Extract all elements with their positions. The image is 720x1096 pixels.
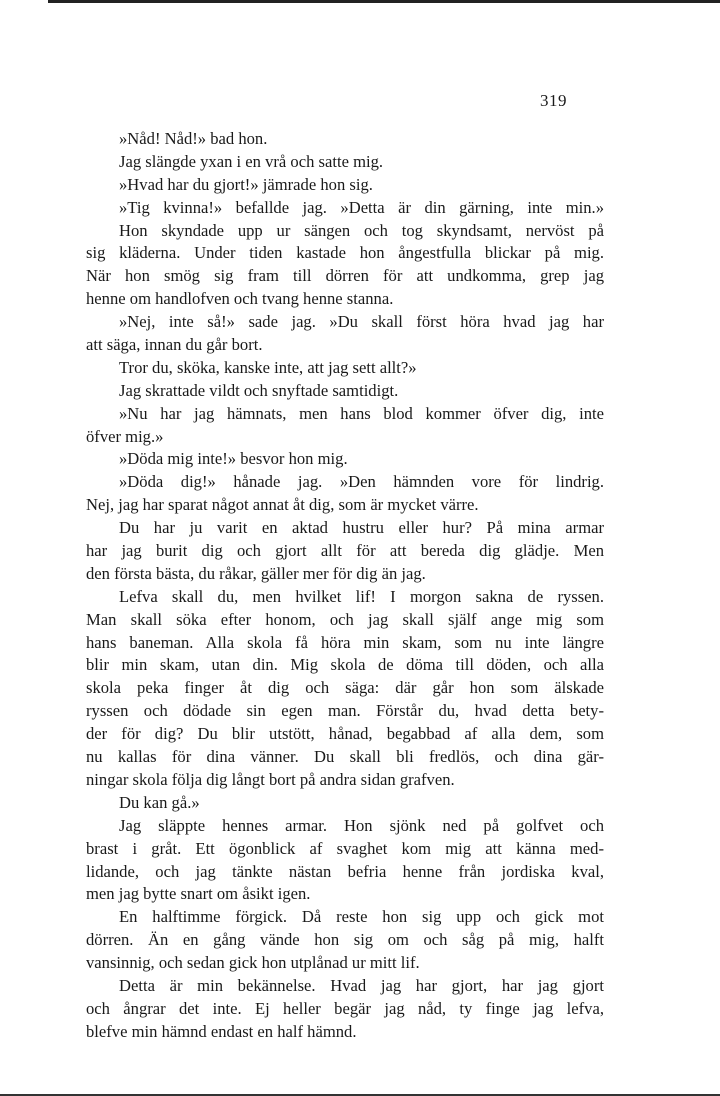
text-line: dörren. Än en gång vände hon sig om och såg på mig, halft <box>86 930 604 950</box>
text-line: Du har ju varit en aktad hustru eller hur? På mina armar <box>119 518 604 538</box>
top-edge-rule <box>48 0 720 3</box>
text-line: Detta är min bekännelse. Hvad jag har gjort, har jag gjort <box>119 975 604 995</box>
text-line: har jag burit dig och gjort allt för att bereda dig glädje. Men <box>86 541 604 561</box>
text-line: henne om handlofven och tvang henne stanna. <box>86 289 394 309</box>
text-line: Du kan gå.» <box>119 792 200 812</box>
text-line: sig kläderna. Under tiden kastade hon ångestfulla blickar på mig. <box>86 243 604 263</box>
text-line: En halftimme förgick. Då reste hon sig upp och gick mot <box>119 907 604 927</box>
text-line: lidande, och jag tänkte nästan befria henne från jordiska kval, <box>86 861 604 881</box>
text-line: och ångrar det inte. Ej heller begär jag nåd, ty finge jag lefva, <box>86 998 604 1018</box>
text-line: men jag bytte snart om åsikt igen. <box>86 884 311 904</box>
text-line: Lefva skall du, men hvilket lif! I morgon sakna de ryssen. <box>119 586 604 606</box>
page-number: 319 <box>540 91 567 110</box>
text-line: Hon skyndade upp ur sängen och tog skyndsamt, nervöst på <box>119 220 604 240</box>
text-line: ryssen och dödade sin egen man. Förstår du, hvad detta bety- <box>86 701 604 721</box>
text-line: »Döda dig!» hånade jag. »Den hämnden vore för lindrig. <box>119 472 604 492</box>
text-line: Tror du, sköka, kanske inte, att jag sett allt?» <box>119 357 417 377</box>
text-line: Jag skrattade vildt och snyftade samtidigt. <box>119 380 399 400</box>
text-line: brast i gråt. Ett ögonblick af svaghet kom mig att känna med- <box>86 838 604 858</box>
body-text <box>86 128 604 1044</box>
text-line: blir min skam, utan din. Mig skola de döma till döden, och alla <box>86 655 604 675</box>
text-line: Nej, jag har sparat något annat åt dig, som är mycket värre. <box>86 495 479 515</box>
text-line: ningar skola följa dig långt bort på andra sidan grafven. <box>86 769 455 789</box>
text-line: Jag släppte hennes armar. Hon sjönk ned på golfvet och <box>119 815 604 835</box>
text-line: »Döda mig inte!» besvor hon mig. <box>119 449 348 469</box>
text-line: »Nåd! Nåd!» bad hon. <box>119 129 268 148</box>
text-line: der för dig? Du blir utstött, hånad, begabbad af alla dem, som <box>86 724 604 744</box>
text-line: öfver mig.» <box>86 426 164 446</box>
text-line: Man skall söka efter honom, och jag skall själf ange mig som <box>86 609 604 629</box>
text-line: »Tig kvinna!» befallde jag. »Detta är din gärning, inte min.» <box>119 197 604 217</box>
text-line: »Hvad har du gjort!» jämrade hon sig. <box>119 174 373 194</box>
text-line: blefve min hämnd endast en half hämnd. <box>86 1021 357 1041</box>
text-line: skola peka finger åt dig och säga: där går hon som älskade <box>86 678 604 698</box>
text-line: den första bästa, du råkar, gäller mer för dig än jag. <box>86 563 426 583</box>
text-line: vansinnig, och sedan gick hon utplånad ur mitt lif. <box>86 953 420 973</box>
text-line: Jag slängde yxan i en vrå och satte mig. <box>119 151 384 171</box>
text-line: att säga, innan du går bort. <box>86 335 263 355</box>
text-line: »Nej, inte så!» sade jag. »Du skall först höra hvad jag har <box>119 312 604 332</box>
text-line: När hon smög sig fram till dörren för att undkomma, grep jag <box>86 266 604 286</box>
text-line: nu kallas för dina vänner. Du skall bli fredlös, och dina gär- <box>86 747 604 767</box>
text-line: »Nu har jag hämnats, men hans blod kommer öfver dig, inte <box>119 403 604 423</box>
text-line: hans baneman. Alla skola få höra min skam, som nu inte längre <box>86 632 604 652</box>
